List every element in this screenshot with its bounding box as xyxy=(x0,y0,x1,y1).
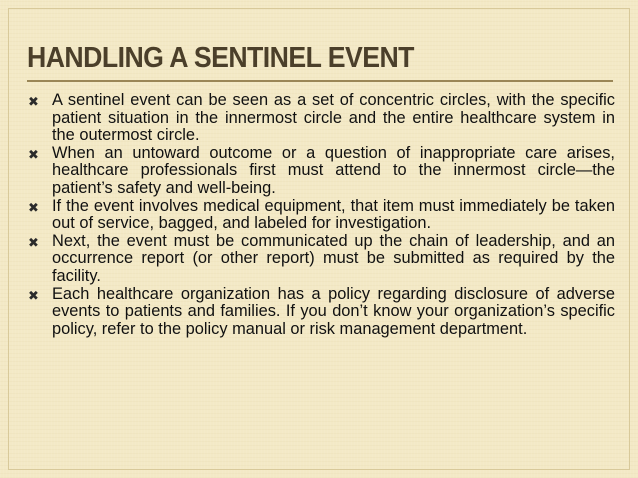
bullet-text: When an untoward outcome or a question of inappropriate care arises, healthcare professionals first must attend to the innermost circle—the patient’s safety and well-being. xyxy=(52,143,615,197)
x-mark-bullet-icon: ✖ xyxy=(28,199,39,215)
x-mark-bullet-icon: ✖ xyxy=(28,146,39,162)
bullet-item xyxy=(27,286,615,339)
bullet-text: A sentinel event can be seen as a set of concentric circles, with the specific patient situation in the innermost circle and the entire healthcare system in the outermost circle. xyxy=(52,91,615,145)
bullet-item xyxy=(27,233,615,286)
x-mark-bullet-icon: ✖ xyxy=(28,234,39,250)
bullet-item xyxy=(27,145,615,198)
slide-title: HANDLING A SENTINEL EVENT xyxy=(27,42,414,74)
bullet-text: Each healthcare organization has a policy regarding disclosure of adverse events to patients and families. If you don’t know your organization’s specific policy, refer to the policy manual or risk management department. xyxy=(52,284,615,338)
bullet-list xyxy=(27,92,615,338)
title-underline xyxy=(27,80,613,82)
x-mark-bullet-icon: ✖ xyxy=(28,287,39,303)
bullet-text: Next, the event must be communicated up the chain of leadership, and an occurrence report (or other report) must be submitted as required by the facility. xyxy=(52,231,615,285)
x-mark-bullet-icon: ✖ xyxy=(28,94,39,109)
bullet-text: If the event involves medical equipment, that item must immediately be taken out of service, bagged, and labeled for investigation. xyxy=(52,196,615,233)
bullet-item xyxy=(27,198,615,233)
bullet-item xyxy=(27,92,615,145)
